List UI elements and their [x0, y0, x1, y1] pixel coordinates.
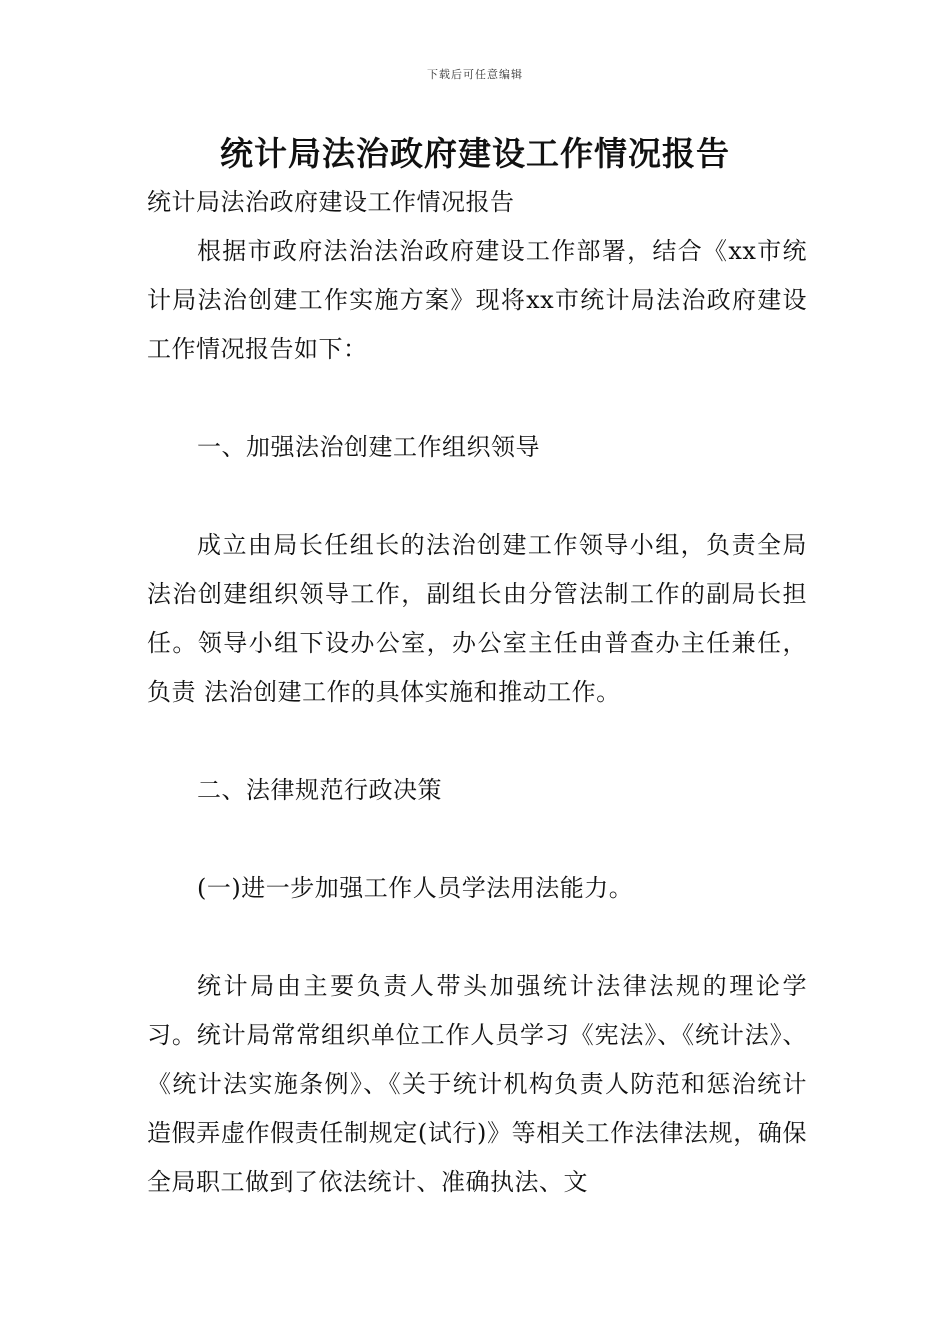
document-title: 统计局法治政府建设工作情况报告 [220, 134, 730, 173]
section-1-heading: 一、加强法治创建工作组织领导 [197, 433, 540, 461]
section-1-body: 成立由局长任组长的法治创建工作领导小组，负责全局法治创建组织领导工作，副组长由分管法制工作的副局长担任。领导小组下设办公室，办公室主任由普查办主任兼任，负责 法治创建工作的具体实施和推动工作。 [147, 531, 807, 706]
section-2-body: 统计局由主要负责人带头加强统计法律法规的理论学习。统计局常常组织单位工作人员学习《宪法》、《统计法》、《统计法实施条例》、《关于统计机构负责人防范和惩治统计造假弄虚作假责任制规定(试行)》等相关工作法律法规，确保全局职工做到了依法统计、准确执法、文 [147, 972, 807, 1196]
header-note: 下载后可任意编辑 [427, 68, 523, 81]
document-body [147, 178, 807, 1207]
document-subtitle: 统计局法治政府建设工作情况报告 [147, 188, 515, 216]
section-2-subheading: (一)进一步加强工作人员学法用法能力。 [197, 874, 634, 902]
intro-paragraph: 根据市政府法治法治政府建设工作部署，结合《xx市统计局法治创建工作实施方案》现将xx市统计局法治政府建设工作情况报告如下： [147, 237, 807, 363]
section-2-heading: 二、法律规范行政决策 [197, 776, 442, 804]
